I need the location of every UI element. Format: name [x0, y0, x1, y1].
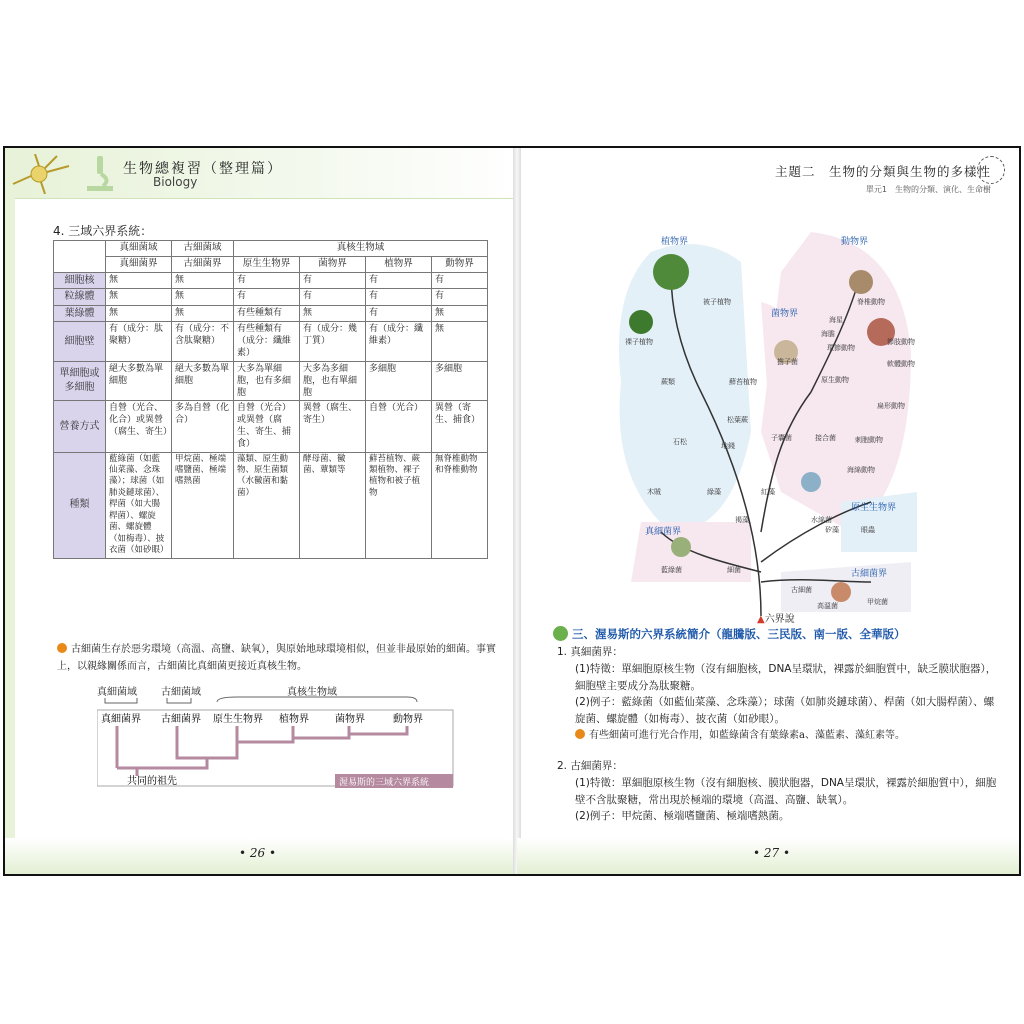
organism-label: 扁形動物: [877, 402, 905, 410]
book-spread: [3, 146, 1021, 876]
table-cell: 無: [106, 305, 172, 322]
bullet-icon: [57, 643, 67, 653]
table-row: [54, 305, 488, 322]
organism-label: 細菌: [727, 566, 741, 574]
table-cell: 有: [432, 272, 488, 289]
table-cell: 有: [366, 289, 432, 306]
table-cell: 大多為多細胞，也有單細胞: [300, 361, 366, 400]
organism-label: 海綿動物: [847, 466, 875, 474]
kingdom-label-archaea: 古細菌界: [851, 569, 888, 579]
organism-label: 石松: [673, 438, 687, 446]
table-cell: 無脊椎動物和脊椎動物: [432, 452, 488, 558]
table-cell: 有: [366, 272, 432, 289]
tree-leaf-label: 菌物界: [335, 714, 365, 725]
organism-label: 原生動物: [821, 376, 849, 384]
caption-text: 六界說: [764, 614, 795, 625]
organism-label: 褐藻: [735, 516, 749, 524]
illustration-caption: [757, 610, 795, 625]
organism-label: 接合菌: [815, 434, 836, 442]
page-number: • 26 •: [239, 846, 277, 860]
table-cell: 絕大多數為單細胞: [172, 361, 234, 400]
table-row: [54, 400, 488, 452]
note-text: 古細菌生存於惡劣環境（高溫、高鹽、缺氧），與原始地球環境相似，但並非最原始的細菌。事實上，以親緣關係而言，古細菌比真細菌更接近真核生物。: [57, 644, 496, 672]
domain-header: 真核生物域: [234, 241, 488, 257]
organism-label: 藍綠菌: [661, 566, 682, 574]
section-title-text: 三、渥易斯的六界系統簡介（龍騰版、三民版、南一版、全華版）: [572, 627, 906, 641]
table-cell: 無: [300, 305, 366, 322]
tree-leaf-label: 真細菌界: [101, 714, 141, 725]
kingdom-label-fungi: 菌物界: [771, 309, 799, 319]
organism-label: 松葉蕨: [727, 416, 748, 424]
six-kingdom-illustration: [611, 232, 917, 616]
kingdom-label-plant: 植物界: [661, 237, 689, 247]
neuron-icon: [11, 154, 71, 194]
table-cell: 有: [234, 289, 300, 306]
table-cell: 甲烷菌、極端嗜鹽菌、極端嗜熱菌: [172, 452, 234, 558]
organism-label: 節肢動物: [887, 338, 915, 346]
organism-label: 海星: [829, 316, 843, 324]
table-cell: 有（成分：不含肽聚糖）: [172, 322, 234, 361]
table-cell: 異營（寄生、捕食）: [432, 400, 488, 452]
archaea-note: [57, 642, 497, 675]
organism-label: 水綿菌: [811, 516, 832, 524]
microscope-icon: [79, 152, 119, 194]
tree-domain-label: 真核生物域: [287, 687, 337, 698]
tree-leaf-label: 植物界: [279, 714, 309, 725]
organism-label: 蕨類: [661, 378, 675, 386]
table-cell: 酵母菌、黴菌、蕈類等: [300, 452, 366, 558]
tree-leaf-label: 動物界: [393, 714, 423, 725]
table-cell: 無: [432, 305, 488, 322]
item-heading: 2. 古細菌界：: [557, 760, 623, 772]
three-domain-tree-diagram: [97, 684, 457, 788]
section-title: [553, 626, 906, 642]
organism-label: 子囊菌: [771, 434, 792, 442]
header-subtitle: Biology: [153, 175, 198, 189]
left-side-band: [5, 198, 15, 874]
table-cell: 蘚苔植物、蕨類植物、裸子植物和被子植物: [366, 452, 432, 558]
table-cell: 無: [172, 305, 234, 322]
item-note-text: 有些細菌可進行光合作用，如藍綠菌含有葉綠素a、藻藍素、藻紅素等。: [589, 729, 905, 741]
organism-label: 地錢: [721, 442, 735, 450]
row-header: 營養方式: [54, 400, 106, 452]
table-cell: 絕大多數為單細胞: [106, 361, 172, 400]
organism-label: 被子植物: [703, 298, 731, 306]
section-title: 4. 三域六界系統：: [53, 224, 153, 238]
kingdom-header: 菌物界: [300, 256, 366, 272]
item-eubacteria: [557, 644, 997, 744]
table-cell: 有（成分：纖維素）: [366, 322, 432, 361]
right-page: [517, 148, 1021, 874]
header-title: 生物總複習（整理篇）: [123, 161, 283, 177]
table-row: [54, 322, 488, 361]
kingdom-header: 動物界: [432, 256, 488, 272]
row-header: 單細胞或多細胞: [54, 361, 106, 400]
left-page: [5, 148, 517, 874]
organism-label: 裸子植物: [625, 338, 653, 346]
row-header: 細胞核: [54, 272, 106, 289]
item-line: (2)例子：甲烷菌、極端嗜鹽菌、極端嗜熱菌。: [575, 810, 790, 823]
table-cell: 多為自營（化合）: [172, 400, 234, 452]
table-cell: 多細胞: [366, 361, 432, 400]
item-note: [557, 728, 997, 744]
organism-label: 甲烷菌: [867, 598, 888, 606]
table-cell: 有: [366, 305, 432, 322]
table-cell: 無: [106, 272, 172, 289]
row-header: 種類: [54, 452, 106, 558]
organism-label: 綠藻: [707, 488, 721, 496]
domain-header: 真細菌域: [106, 241, 172, 257]
table-cell: 有些種類有: [234, 305, 300, 322]
organism-label: 木賊: [647, 488, 661, 496]
table-cell: 無: [172, 272, 234, 289]
table-cell: 大多為單細胞，也有多細胞: [234, 361, 300, 400]
tree-domain-label: 古細菌域: [161, 687, 201, 698]
table-cell: 自營（光合）: [366, 400, 432, 452]
tree-tag: 渥易斯的三域六界系統: [339, 778, 430, 788]
organism-label: 高溫菌: [817, 602, 838, 610]
table-cell: 無: [432, 322, 488, 361]
item-line: (1)特徵：單細胞原核生物（沒有細胞核、膜狀胞器，DNA呈環狀，裸露於細胞質中），細胞壁不含肽聚糖，常出現於極端的環境（高溫、高鹽、缺氧）。: [575, 776, 997, 806]
kingdom-header: 植物界: [366, 256, 432, 272]
table-cell: 有: [300, 289, 366, 306]
table-row: [54, 361, 488, 400]
table-cell: 有: [234, 272, 300, 289]
table-cell: 有（成分：幾丁質）: [300, 322, 366, 361]
tree-root-label: 共同的祖先: [127, 776, 177, 787]
row-header: 細胞壁: [54, 322, 106, 361]
organism-label: 軟體動物: [887, 360, 915, 368]
item-heading: 1. 真細菌界：: [557, 646, 623, 658]
kingdom-label-bacteria: 真細菌界: [645, 527, 682, 537]
tree-domain-label: 真細菌域: [97, 687, 137, 698]
row-header: 粒線體: [54, 289, 106, 306]
tree-leaf-label: 古細菌界: [161, 714, 201, 725]
page-number: • 27 •: [753, 846, 791, 860]
item-line: (1)特徵：單細胞原核生物（沒有細胞核，DNA呈環狀，裸露於細胞質中，缺乏膜狀胞器），細胞壁主要成分為肽聚糖。: [575, 662, 997, 692]
table-cell: 自營（光合、化合）或異營（腐生、寄生）: [106, 400, 172, 452]
organism-label: 脊椎動物: [857, 298, 885, 306]
organism-label: 古細菌: [791, 586, 812, 594]
table-row: [54, 289, 488, 306]
organism-label: 矽藻: [825, 526, 839, 534]
right-header: [517, 148, 1021, 198]
table-cell: 藍綠菌（如藍仙菜藻、念珠藻）；球菌（如肺炎鏈球菌）、桿菌（如大腸桿菌）、螺旋菌、螺旋體（如梅毒）、披衣菌（如砂眼）: [106, 452, 172, 558]
row-header: 葉綠體: [54, 305, 106, 322]
bullet-icon: [575, 729, 585, 739]
table-cell: 有（成分：肽聚糖）: [106, 322, 172, 361]
organism-label: 紅藻: [761, 488, 775, 496]
tree-leaf-label: 原生生物界: [213, 714, 263, 725]
table-cell: 藻類、原生動物、原生菌類（水黴菌和黏菌）: [234, 452, 300, 558]
header-subtitle: 單元1 生物的分類、演化、生命樹: [865, 185, 991, 194]
left-header: [5, 148, 517, 199]
header-title: 主題二 生物的分類與生物的多樣性: [774, 164, 991, 179]
table-row: [54, 272, 488, 289]
item-line: (2)例子：藍綠菌（如藍仙菜藻、念珠藻）；球菌（如肺炎鏈球菌）、桿菌（如大腸桿菌）、螺旋菌、螺旋體（如梅毒）、披衣菌（如砂眼）。: [575, 696, 995, 726]
triangle-icon: ▲: [757, 614, 765, 625]
organism-label: 海膽: [821, 330, 835, 338]
table-cell: 無: [106, 289, 172, 306]
kingdom-label-animal: 動物界: [841, 237, 869, 247]
table-cell: 有些種類有（成分：纖維素）: [234, 322, 300, 361]
table-cell: 異營（腐生、寄生）: [300, 400, 366, 452]
kingdom-label-protist: 原生生物界: [851, 503, 897, 513]
table-cell: 多細胞: [432, 361, 488, 400]
table-corner: [54, 241, 106, 273]
organism-label: 擔子菌: [777, 358, 798, 366]
table-cell: 自營（光合）或異營（腐生、寄生、捕食）: [234, 400, 300, 452]
item-archaea: [557, 758, 997, 825]
kingdom-header: 古細菌界: [172, 256, 234, 272]
table-cell: 無: [172, 289, 234, 306]
kingdom-header: 真細菌界: [106, 256, 172, 272]
table-row: [54, 452, 488, 558]
organism-label: 眼蟲: [861, 526, 875, 534]
three-domain-table: [53, 240, 488, 559]
organism-label: 環節動物: [827, 344, 855, 352]
kingdom-header: 原生生物界: [234, 256, 300, 272]
section-icon: [553, 626, 568, 641]
organism-label: 蘚苔植物: [729, 378, 757, 386]
domain-header: 古細菌域: [172, 241, 234, 257]
table-cell: 有: [432, 289, 488, 306]
organism-label: 刺胞動物: [855, 436, 883, 444]
table-cell: 有: [300, 272, 366, 289]
